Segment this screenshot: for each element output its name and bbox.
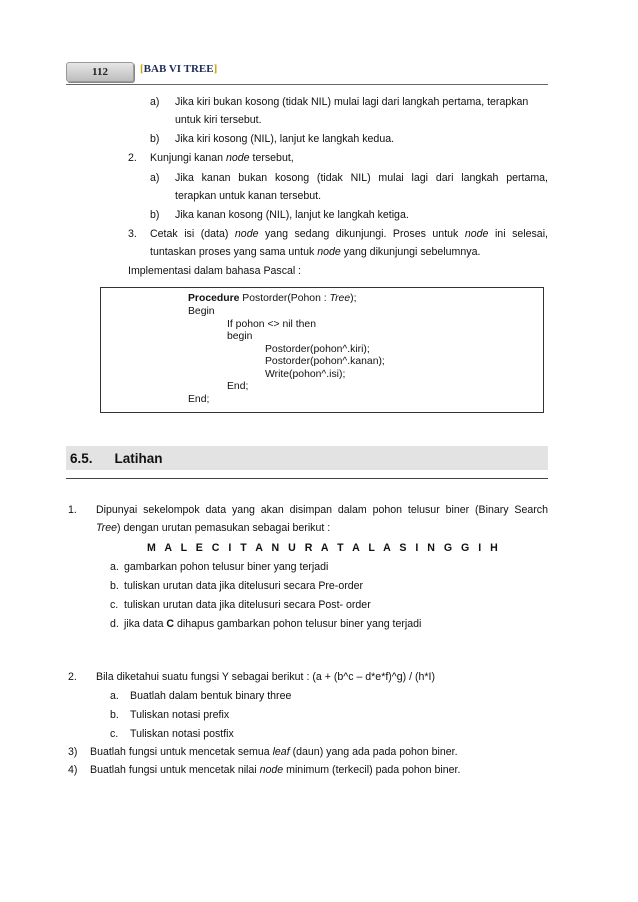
exercise4-text: Buatlah fungsi untuk mencetak nilai node minimum (terkecil) pada pohon biner. <box>90 764 461 776</box>
exercise1-line1: Dipunyai sekelompok data yang akan disimpan dalam pohon telusur biner (Binary Search <box>96 504 548 516</box>
exercise1a-marker: a. <box>110 561 119 573</box>
code-begin: Begin <box>188 306 215 317</box>
section-title: Latihan <box>114 451 163 466</box>
step3-marker: 3. <box>128 228 137 240</box>
chapter-bracket-open: [ <box>140 63 144 75</box>
exercise2b-marker: b. <box>110 709 119 721</box>
step1a-marker: a) <box>150 96 160 108</box>
step3-line1: Cetak isi (data) node yang sedang dikunjungi. Proses untuk node ini selesai, <box>150 228 548 240</box>
exercise2b-text: Tuliskan notasi prefix <box>130 709 230 721</box>
code-if-line: If pohon <> nil then <box>227 319 316 330</box>
exercise3-marker: 3) <box>68 746 78 758</box>
step1b-marker: b) <box>150 133 160 145</box>
section-heading <box>70 451 163 466</box>
exercise4-marker: 4) <box>68 764 78 776</box>
exercise1c-marker: c. <box>110 599 119 611</box>
exercise2-marker: 2. <box>68 671 77 683</box>
exercise2c-text: Tuliskan notasi postfix <box>130 728 234 740</box>
step2b-marker: b) <box>150 209 160 221</box>
exercise1-sequence: M A L E C I T A N U R A T A L A S I N G G I H <box>147 542 501 554</box>
step2-marker: 2. <box>128 152 137 164</box>
code-write-line: Write(pohon^.isi); <box>265 369 346 380</box>
code-end-outer: End; <box>188 394 210 405</box>
exercise2a-text: Buatlah dalam bentuk binary three <box>130 690 292 702</box>
chapter-title <box>140 63 217 75</box>
chapter-bracket-close: ] <box>213 63 218 75</box>
chapter-title-text: BAB VI TREE <box>143 63 214 75</box>
step2b-text: Jika kanan kosong (NIL), lanjut ke langkah ketiga. <box>175 209 409 221</box>
exercise1b-marker: b. <box>110 580 119 592</box>
code-procedure-line: Procedure Postorder(Pohon : Tree); <box>188 293 357 304</box>
step1a-line1: Jika kiri bukan kosong (tidak NIL) mulai lagi dari langkah pertama, terapkan <box>175 96 529 108</box>
exercise1b-text: tuliskan urutan data jika ditelusuri secara Pre-order <box>124 580 364 592</box>
code-call-right: Postorder(pohon^.kanan); <box>265 356 385 367</box>
code-end-inner: End; <box>227 381 249 392</box>
section-number: 6.5. <box>70 451 93 466</box>
page-number-badge: 112 <box>66 62 134 82</box>
header-divider <box>66 84 548 85</box>
exercise3-text: Buatlah fungsi untuk mencetak semua leaf (daun) yang ada pada pohon biner. <box>90 746 458 758</box>
code-call-left: Postorder(pohon^.kiri); <box>265 344 370 355</box>
step2a-line2: terapkan untuk kanan tersebut. <box>175 190 322 202</box>
exercise1c-text: tuliskan urutan data jika ditelusuri secara Post- order <box>124 599 371 611</box>
step1b-text: Jika kiri kosong (NIL), lanjut ke langkah kedua. <box>175 133 395 145</box>
step3-line2: tuntaskan proses yang sama untuk node yang dikunjungi sebelumnya. <box>150 246 481 258</box>
code-begin-inner: begin <box>227 331 253 342</box>
step2a-marker: a) <box>150 172 160 184</box>
exercise2a-marker: a. <box>110 690 119 702</box>
exercise1a-text: gambarkan pohon telusur biner yang terjadi <box>124 561 329 573</box>
section-divider <box>66 478 548 479</box>
exercise2c-marker: c. <box>110 728 119 740</box>
step2a-line1: Jika kanan bukan kosong (tidak NIL) mulai lagi dari langkah pertama, <box>175 172 548 184</box>
exercise1-line2: Tree) dengan urutan pemasukan sebagai berikut : <box>96 522 331 534</box>
exercise2-text: Bila diketahui suatu fungsi Y sebagai berikut : (a + (b^c – d*e*f)^g) / (h*I) <box>96 671 436 683</box>
exercise1d-marker: d. <box>110 618 119 630</box>
step2-text: Kunjungi kanan node tersebut, <box>150 152 294 164</box>
exercise1-marker: 1. <box>68 504 77 516</box>
implementation-label: Implementasi dalam bahasa Pascal : <box>128 265 302 277</box>
exercise1d-text: jika data C dihapus gambarkan pohon telusur biner yang terjadi <box>124 618 422 630</box>
step1a-line2: untuk kiri tersebut. <box>175 114 262 126</box>
